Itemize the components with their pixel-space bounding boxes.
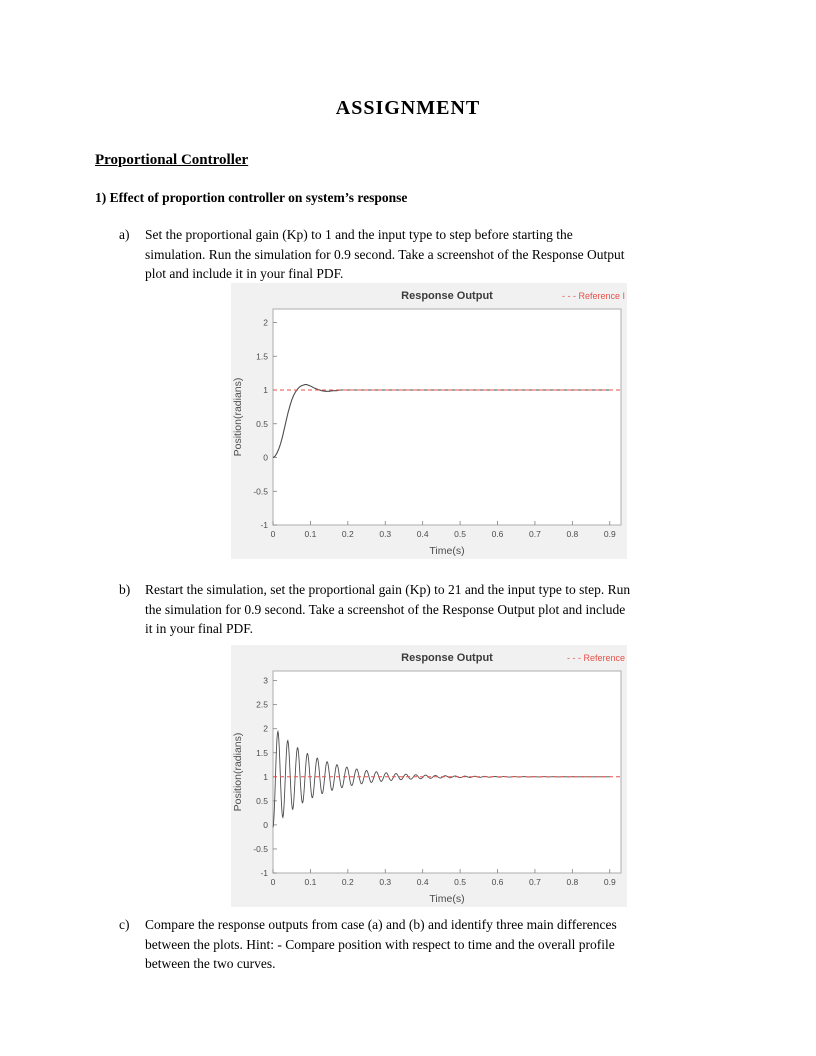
item-text-line: simulation. Run the simulation for 0.9 second. Take a screenshot of the Response Output (145, 246, 625, 262)
x-tick-label: 0.5 (454, 529, 467, 539)
y-tick-label: 1.5 (256, 747, 268, 758)
item-text-line: Compare the response outputs from case (a) and (b) and identify three main differences (145, 917, 617, 932)
y-tick-label: -0.5 (253, 843, 268, 854)
chart-legend: - - - Reference I (561, 291, 625, 301)
y-tick-label: 0.5 (256, 795, 268, 806)
x-tick-label: 0.8 (566, 877, 579, 887)
y-tick-label: -1 (260, 868, 268, 878)
question-heading: 1) Effect of proportion controller on system’s response (95, 190, 408, 205)
item-text-line: Set the proportional gain (Kp) to 1 and the input type to step before starting the (145, 227, 573, 242)
item-text-line: the simulation for 0.9 second. Take a screenshot of the Response Output plot and include (145, 601, 626, 617)
page-title: ASSIGNMENT (335, 97, 481, 119)
response-plot-figure-b (231, 645, 627, 907)
x-tick-label: 0.4 (416, 877, 429, 887)
list-item-c (119, 915, 759, 974)
x-tick-label: 0.2 (341, 877, 354, 887)
chart-title: Response Output (401, 652, 493, 664)
y-tick-label: 2.5 (256, 699, 268, 710)
item-label: a) (119, 227, 130, 242)
item-text-line: between the plots. Hint: - Compare position with respect to time and the overall profile (145, 936, 615, 952)
item-text-line: between the two curves. (145, 956, 276, 971)
chart-title: Response Output (401, 290, 493, 302)
x-tick-label: 0 (270, 877, 276, 887)
x-tick-label: 0.3 (379, 877, 392, 887)
y-tick-label: 2 (263, 317, 268, 328)
x-tick-label: 0.5 (454, 877, 467, 887)
item-text-line: Restart the simulation, set the proportional gain (Kp) to 21 and the input type to step. Run (145, 582, 631, 597)
item-text (145, 225, 624, 284)
x-tick-label: 0.7 (529, 877, 541, 887)
x-tick-label: 0.8 (566, 529, 579, 539)
y-tick-label: -0.5 (253, 486, 268, 497)
y-tick-label: 1 (263, 385, 268, 395)
y-tick-label: 0 (263, 452, 268, 463)
x-tick-label: 0.3 (379, 529, 392, 539)
list-item-a (119, 225, 759, 284)
item-label: c) (119, 917, 130, 932)
x-tick-label: 0.6 (491, 529, 504, 539)
x-tick-label: 0.2 (341, 529, 354, 539)
y-tick-label: -1 (260, 520, 268, 530)
y-tick-label: 1 (263, 771, 268, 782)
y-tick-label: 1.5 (256, 351, 268, 362)
y-tick-label: 0 (263, 819, 268, 830)
x-tick-label: 0.7 (529, 529, 541, 539)
x-tick-label: 0.1 (304, 529, 317, 539)
response-chart-a (231, 283, 627, 559)
section-heading: Proportional Controller (95, 152, 249, 168)
x-tick-label: 0 (270, 529, 276, 539)
item-text (145, 915, 617, 974)
list-item-b (119, 580, 759, 639)
y-axis-label: Position(radians) (232, 732, 244, 812)
plot-area (273, 309, 621, 525)
item-text (145, 580, 630, 639)
item-label: b) (119, 582, 131, 597)
y-axis-label: Position(radians) (232, 377, 244, 457)
x-axis-label: Time(s) (429, 893, 465, 905)
x-tick-label: 0.6 (491, 877, 504, 887)
item-text-line: it in your final PDF. (145, 621, 254, 636)
response-chart-b (231, 645, 627, 907)
response-plot-figure-a (231, 283, 627, 559)
x-tick-label: 0.1 (304, 877, 317, 887)
y-tick-label: 0.5 (256, 418, 268, 429)
x-tick-label: 0.9 (603, 529, 616, 539)
x-tick-label: 0.4 (416, 529, 429, 539)
chart-legend: - - - Reference (566, 653, 625, 663)
y-tick-label: 2 (263, 723, 268, 734)
x-tick-label: 0.9 (603, 877, 616, 887)
y-tick-label: 3 (263, 675, 268, 686)
item-text-line: plot and include it in your final PDF. (145, 266, 344, 281)
x-axis-label: Time(s) (429, 545, 465, 557)
